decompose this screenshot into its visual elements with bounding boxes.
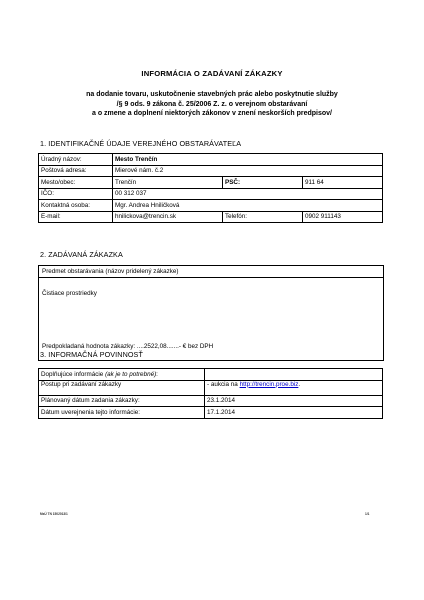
- city-label: Mesto/obec:: [39, 177, 113, 189]
- psc-label: PSČ:: [223, 177, 303, 189]
- supplementary-info-label: Doplňujúce informácie (ak je to potrebné):: [39, 369, 205, 381]
- psc-value: 911 64: [303, 177, 383, 189]
- phone-value: 0902 911143: [303, 211, 383, 223]
- city-value: Trenčín: [113, 177, 223, 189]
- information-table: [38, 368, 383, 419]
- table-row: [39, 395, 383, 407]
- table-row: [39, 188, 383, 200]
- table-row: [39, 200, 383, 212]
- estimated-value: Predpokladaná hodnota zákazky: ....2522,08.......- € bez DPH: [42, 343, 214, 350]
- address-label: Poštová adresa:: [39, 165, 113, 177]
- order-box: [38, 265, 384, 361]
- name-label: Úradný názov:: [39, 154, 113, 166]
- section-3-heading: 3. INFORMAČNÁ POVINNOSŤ: [40, 350, 143, 359]
- subject-label: Predmet obstarávania (názov pridelený zákazke): [42, 268, 179, 275]
- name-value: Mesto Trenčín: [113, 154, 383, 166]
- auction-link[interactable]: http://trencin.proe.biz: [239, 380, 299, 388]
- subtitle-line-1: na dodanie tovaru, uskutočnenie stavebných prác alebo poskytnutie služby: [86, 91, 338, 98]
- planned-date-label: Plánovaný dátum zadania zákazky:: [39, 395, 205, 407]
- document-title: INFORMÁCIA O ZADÁVANÍ ZÁKAZKY: [141, 69, 283, 78]
- footer-reference: MsÚ TN 1502013/1: [40, 512, 68, 516]
- subject-header-row: [39, 266, 383, 278]
- table-row: [39, 177, 383, 189]
- table-row: [39, 369, 383, 381]
- subject-value: Čistiace prostriedky: [42, 290, 97, 297]
- subtitle-line-2: /§ 9 ods. 9 zákona č. 25/2006 Z. z. o verejnom obstarávaní: [116, 100, 308, 108]
- publish-date-label: Dátum uverejnenia tejto informácie:: [39, 407, 205, 419]
- ico-label: IČO:: [39, 188, 113, 200]
- section-1-heading: 1. IDENTIFIKAČNÉ ÚDAJE VEREJNÉHO OBSTARÁVATEĽA: [40, 139, 242, 148]
- table-row: [39, 154, 383, 166]
- contact-value: Mgr. Andrea Hniličková: [113, 200, 383, 212]
- email-label: E-mail:: [39, 211, 113, 223]
- table-row: [39, 407, 383, 419]
- procedure-value: - aukcia na http://trencin.proe.biz.: [205, 380, 383, 395]
- supplementary-info-value: [205, 369, 383, 381]
- contact-label: Kontaktná osoba:: [39, 200, 113, 212]
- document-subtitle: [40, 90, 384, 119]
- email-value[interactable]: hnilickova@trencin.sk: [113, 211, 223, 223]
- address-value: Mierové nám. č.2: [113, 165, 383, 177]
- table-row: [39, 165, 383, 177]
- table-row: [39, 211, 383, 223]
- identification-table: [38, 153, 383, 223]
- table-row: [39, 380, 383, 395]
- planned-date-value: 23.1.2014: [205, 395, 383, 407]
- ico-value: 00 312 037: [113, 188, 383, 200]
- publish-date-value: 17.1.2014: [205, 407, 383, 419]
- phone-label: Telefón:: [223, 211, 303, 223]
- section-2-heading: 2. ZADÁVANÁ ZÁKAZKA: [40, 250, 123, 259]
- subtitle-line-3: a o zmene a doplnení niektorých zákonov v znení neskorších predpisov/: [91, 110, 332, 118]
- footer-page-number: 1/1: [365, 512, 370, 516]
- procedure-label: Postup pri zadávaní zákazky: [39, 380, 205, 395]
